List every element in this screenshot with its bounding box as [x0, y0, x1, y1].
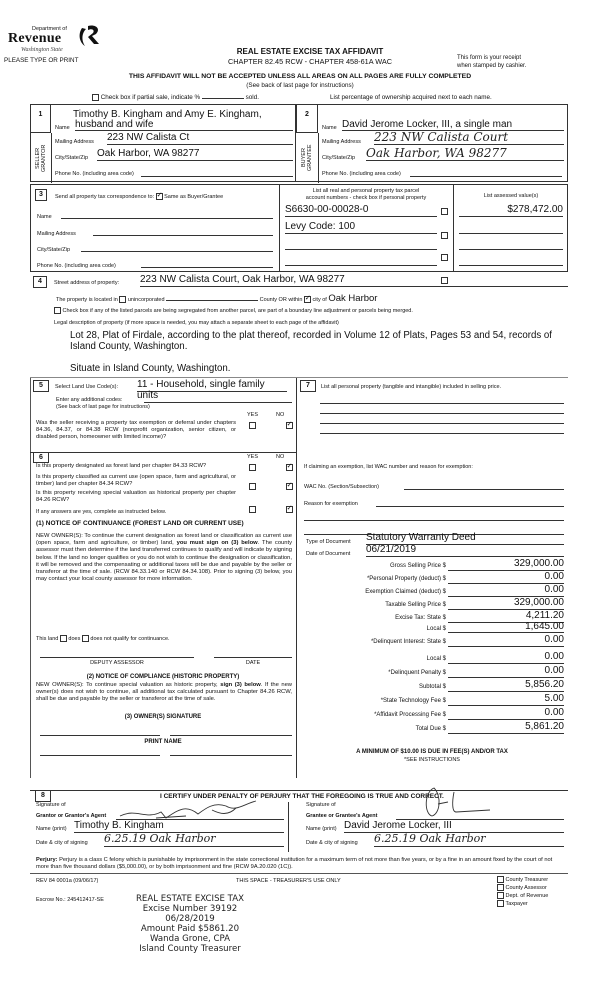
grantor-date-city-field[interactable]: 6.25.19 Oak Harbor: [104, 832, 284, 847]
instructions-note: (See back of last page for instructions): [246, 82, 354, 89]
section-number: 5: [33, 380, 49, 392]
copy-checkbox[interactable]: [497, 900, 504, 907]
personal-property-checkbox[interactable]: [441, 254, 448, 261]
name-label: Name: [37, 214, 52, 220]
notice2-text-b: . If the new owner(s) does not wish to continue, all additional tax calculated pursuant to Chapter 84.26 RCW, shall be due and payable by the seller or transferor at the time of sale.: [36, 682, 292, 703]
city-label: City/State/Zip: [37, 247, 71, 253]
seller-city-field[interactable]: Oak Harbor, WA 98277: [97, 148, 293, 161]
assessor-date-line[interactable]: [214, 652, 292, 658]
total-label: Local $: [426, 626, 446, 632]
print-name-line-1[interactable]: [40, 752, 160, 756]
partial-sale-label: Check box if partial sale, indicate %: [100, 94, 201, 102]
exemption-no-checkbox[interactable]: [286, 422, 293, 429]
assessed-value-field[interactable]: [459, 254, 563, 266]
grantor-signature-label: Signature of: [36, 802, 66, 808]
total-due-value[interactable]: 5,861.20: [448, 721, 564, 734]
same-as-buyer-label: Same as Buyer/Grantee: [164, 193, 224, 200]
owner-signature-line-1[interactable]: [40, 732, 160, 736]
additional-codes-note: (See back of last page for instructions): [56, 404, 150, 410]
exemption-yes-checkbox[interactable]: [249, 422, 256, 429]
total-value[interactable]: 4,211.20: [448, 610, 564, 623]
total-label: Total Due $: [415, 726, 446, 732]
question-yes-checkbox[interactable]: [249, 464, 256, 471]
notice1-text-a: NEW OWNER(S): To continue the current designation as forest land or classification as current use (open space, farm and agriculture, or timber) land,: [36, 533, 292, 547]
section-2-buyer: [296, 104, 568, 182]
grantor-name-label: Name (print): [36, 826, 67, 832]
grantor-agent-label: Grantor or Grantor's Agent: [36, 813, 107, 819]
legal-line-1: Lot 28, Plat of Firdale, according to the plat thereof, recorded in Volume 12 of Plats, Pages 53 and 54, records of: [70, 330, 552, 341]
personal-property-line-2[interactable]: [320, 404, 564, 414]
form-title: REAL ESTATE EXCISE TAX AFFIDAVIT: [236, 47, 384, 56]
grantee-date-label: Date & city of signing: [306, 840, 358, 846]
grantee-agent-label: Grantee or Grantee's Agent: [306, 813, 378, 819]
total-label: Taxable Selling Price $: [385, 602, 446, 608]
yes-header: YES: [247, 454, 259, 460]
section-7-sale-details: [296, 380, 568, 778]
unincorporated-label: unincorporated: [127, 297, 165, 303]
treasurer-use-label: THIS SPACE - TREASURER'S USE ONLY: [236, 878, 341, 884]
section-number: 3: [35, 189, 47, 201]
question-no-checkbox[interactable]: [286, 483, 293, 490]
date-label: DATE: [245, 660, 261, 666]
personal-property-checkbox[interactable]: [441, 232, 448, 239]
notice1-bold: you must sign on (3) below: [176, 540, 258, 547]
logo-revenue-text: Revenue: [8, 31, 62, 46]
reason-field-2[interactable]: [304, 511, 564, 521]
buyer-name-field[interactable]: David Jerome Locker, III, a single man: [342, 119, 564, 131]
section-3-tax-correspondence: [30, 184, 568, 272]
form-subtitle: CHAPTER 82.45 RCW - CHAPTER 458-61A WAC: [228, 57, 392, 66]
total-value[interactable]: 0.00: [448, 571, 564, 584]
phone-label: Phone No. (including area code): [322, 171, 401, 177]
personal-property-label: List all personal property (tangible and intangible) included in selling price.: [321, 384, 502, 390]
perjury-label: Perjury:: [36, 857, 58, 863]
total-value[interactable]: 5.00: [448, 693, 564, 706]
does-not-qualify-checkbox[interactable]: [82, 635, 89, 642]
copy-checkbox[interactable]: [497, 884, 504, 891]
segregated-checkbox[interactable]: [54, 307, 61, 314]
notice-of-continuance-title: (1) NOTICE OF CONTINUANCE (FOREST LAND OR CURRENT USE): [36, 520, 244, 527]
copy-distribution-list: [497, 876, 548, 908]
perjury-notice: [36, 857, 566, 871]
total-label: *Delinquent Penalty $: [388, 670, 446, 676]
property-street-field[interactable]: 223 NW Calista Court, Oak Harbor, WA 98277: [140, 274, 568, 287]
total-value[interactable]: 0.00: [448, 634, 564, 647]
segregated-label: Check box if any of the listed parcels are being segregated from another parcel, are part of a boundary line adjustment or parcels being merged.: [62, 307, 413, 314]
notice2-text-a: NEW OWNER(S): To continue special valuation as historic property,: [36, 682, 221, 688]
yes-header: YES: [247, 412, 259, 418]
section-number: 4: [33, 276, 47, 288]
form-number: REV 84 0001a (09/06/17): [36, 878, 99, 884]
please-type-text: PLEASE TYPE OR PRINT: [4, 57, 79, 64]
copy-item: [497, 900, 548, 908]
legal-line-3: Situate in Island County, Washington.: [70, 363, 231, 374]
does-qualify-checkbox[interactable]: [60, 635, 67, 642]
total-label: *Affidavit Processing Fee $: [374, 712, 446, 718]
copy-label: County Treasurer: [505, 877, 549, 883]
buyer-city-field[interactable]: Oak Harbor, WA 98277: [366, 146, 564, 161]
grantor-date-label: Date & city of signing: [36, 840, 88, 846]
escrow-label: Escrow No.:: [36, 897, 66, 903]
same-as-buyer-checkbox[interactable]: [156, 193, 163, 200]
legal-description-label: Legal description of property (if more space is needed, you may attach a separate sheet to each page of the affidavit): [54, 320, 339, 326]
city-label: City/State/Zip: [55, 155, 89, 161]
personal-property-line-4[interactable]: [320, 424, 564, 434]
name-label: Name: [55, 125, 70, 131]
sold-label: sold.: [245, 94, 259, 102]
partial-sale-percent-field[interactable]: [202, 98, 244, 99]
buyer-phone-field[interactable]: [410, 167, 562, 177]
continuance-row: [36, 635, 170, 642]
section-6-designations: [30, 452, 296, 778]
document-date-field[interactable]: 06/21/2019: [366, 544, 564, 557]
document-date-label: Date of Document: [306, 551, 351, 557]
this-land-label: This land: [36, 635, 59, 642]
parcel-header-line1: List all real and personal property tax parcel: [312, 188, 420, 194]
notice-of-compliance-text: [36, 682, 292, 704]
total-value[interactable]: 0.00: [448, 584, 564, 597]
copy-item: [497, 892, 548, 900]
personal-property-line-1[interactable]: [320, 394, 564, 404]
seller-grantor-label: SELLER GRANTOR: [35, 144, 47, 172]
if-yes-note: If any answers are yes, complete as instructed below.: [36, 509, 167, 515]
parcel-account-field[interactable]: S6630-00-00028-0: [285, 204, 437, 217]
print-name-label: PRINT NAME: [144, 739, 182, 745]
city-label: City/State/Zip: [322, 155, 356, 161]
assessed-value-field[interactable]: [459, 221, 563, 234]
total-label: *Delinquent Interest: State $: [370, 639, 446, 645]
total-value[interactable]: 5,856.20: [448, 679, 564, 692]
no-header: NO: [276, 412, 285, 418]
grantee-name-label: Name (print): [306, 826, 337, 832]
partial-sale-row: [92, 94, 259, 101]
copy-checkbox[interactable]: [497, 892, 504, 899]
total-value[interactable]: 1,645.00: [448, 621, 564, 633]
stamp-treasurer-title: Island County Treasurer: [139, 944, 241, 954]
send-correspondence-label: Send all property tax correspondence to:: [55, 193, 155, 200]
exemption-claim-label: If claiming an exemption, list WAC number and reason for exemption:: [304, 464, 473, 470]
send-correspondence-row: [55, 193, 223, 200]
total-label: Excise Tax: State $: [395, 615, 446, 621]
certify-statement: I CERTIFY UNDER PENALTY OF PERJURY THAT THE FOREGOING IS TRUE AND CORRECT.: [160, 793, 444, 800]
buyer-grantee-label: BUYER GRANTEE: [301, 144, 313, 172]
section-8-certification: [30, 790, 568, 854]
total-label: Local $: [426, 656, 446, 662]
total-value[interactable]: 329,000.00: [448, 558, 564, 571]
grantor-signature-line[interactable]: [116, 810, 284, 820]
notice-of-continuance-text: [36, 533, 292, 583]
seller-phone-field[interactable]: [141, 167, 293, 177]
correspondence-mailing-field[interactable]: [93, 226, 273, 236]
total-value[interactable]: 0.00: [448, 651, 564, 664]
stamp-amount-paid: Amount Paid $5861.20: [140, 924, 240, 934]
exemption-question: Was the seller receiving a property tax exemption or deferral under chapters 84.36, 84.37, or 84.38 RCW (nonprofit organization, senior citizen, or disabled person, homeowner with limited income)?: [36, 420, 236, 441]
partial-sale-checkbox[interactable]: [92, 94, 99, 101]
reason-label: Reason for exemption: [304, 501, 358, 507]
total-label: *Personal Property (deduct) $: [366, 576, 446, 582]
parcel-account-field[interactable]: [285, 254, 437, 266]
correspondence-phone-field[interactable]: [141, 258, 273, 268]
print-name-line-2[interactable]: [170, 752, 292, 756]
copy-item: [497, 884, 548, 892]
total-label: Gross Selling Price $: [389, 563, 446, 569]
additional-codes-label: Enter any additional codes:: [56, 397, 123, 403]
seller-mailing-field[interactable]: 223 NW Calista Ct: [107, 132, 293, 145]
treasurer-stamp: [120, 894, 260, 954]
land-use-label: Select Land Use Code(s):: [55, 384, 118, 390]
buyer-mailing-field[interactable]: 223 NW Calista Court: [374, 130, 564, 145]
deputy-assessor-signature-line[interactable]: [40, 652, 194, 658]
copy-label: County Assessor: [505, 885, 547, 891]
section-number: 2: [296, 105, 318, 133]
correspondence-city-field[interactable]: [81, 242, 273, 252]
notice-of-compliance-title: (2) NOTICE OF COMPLIANCE (HISTORIC PROPERTY): [86, 674, 240, 680]
grantee-signature-line[interactable]: [396, 810, 564, 820]
personal-property-line-3[interactable]: [320, 414, 564, 424]
additional-codes-field[interactable]: [144, 394, 292, 403]
assessed-value-field[interactable]: [459, 238, 563, 250]
total-value[interactable]: 0.00: [448, 707, 564, 720]
legal-line-2: Island County, Washington.: [70, 341, 188, 352]
question-no-checkbox[interactable]: [286, 464, 293, 471]
dor-logo: [8, 22, 108, 54]
logo-dept-text: Department of: [32, 26, 67, 32]
section-5-land-use: [30, 380, 296, 452]
personal-property-checkbox[interactable]: [441, 208, 448, 215]
land-use-code-field[interactable]: 11 - Household, single family units: [137, 379, 287, 392]
unincorporated-checkbox[interactable]: [119, 296, 126, 303]
perjury-text: Perjury is a class C felony which is punishable by imprisonment in the state correctional institution for a maximum term of not more than five years, or by a fine in an amount fixed by the court of not more than five thousand dollars ($5,000.00), or by both imprisonment and fine (RCW 9A.20.020 (1C)).: [36, 857, 553, 870]
question-no-checkbox[interactable]: [286, 506, 293, 513]
document-type-label: Type of Document: [306, 539, 351, 545]
assessed-value-field[interactable]: $278,472.00: [459, 204, 563, 217]
correspondence-name-field[interactable]: [61, 209, 273, 219]
copy-checkbox[interactable]: [497, 876, 504, 883]
mailing-label: Mailing Address: [322, 139, 361, 145]
location-row: [56, 293, 377, 304]
county-label: County OR within: [259, 297, 303, 303]
name-label: Name: [322, 125, 337, 131]
located-label: The property is located in: [56, 297, 118, 303]
escrow-row: [36, 897, 104, 903]
does-not-label: does not qualify for continuance.: [90, 635, 170, 642]
logo-state-text: Washington State: [21, 47, 63, 53]
segregated-row: [54, 307, 413, 314]
city-of-checkbox[interactable]: [304, 296, 311, 303]
deputy-assessor-label: DEPUTY ASSESSOR: [90, 660, 144, 666]
county-field[interactable]: [166, 300, 258, 301]
stamp-excise-number: Excise Number 39192: [142, 904, 238, 914]
owner-signature-line-2[interactable]: [170, 732, 292, 736]
section-number: 6: [33, 452, 49, 463]
reason-field-1[interactable]: [376, 497, 564, 507]
escrow-number: 245412417-SE: [67, 897, 104, 903]
no-header: NO: [276, 454, 285, 460]
ownership-note: List percentage of ownership acquired next to each name.: [330, 94, 492, 101]
question-yes-checkbox[interactable]: [249, 506, 256, 513]
street-address-label: Street address of property:: [54, 280, 120, 286]
wac-number-field[interactable]: [404, 480, 564, 490]
phone-label: Phone No. (including area code): [55, 171, 134, 177]
section-1-seller: [30, 104, 296, 182]
wac-label: WAC No. (Section/Subsection): [304, 484, 379, 490]
phone-label: Phone No. (including area code): [37, 263, 116, 269]
seller-name-field[interactable]: husband and wife: [75, 119, 293, 131]
total-label: Exemption Claimed (deduct) $: [365, 589, 446, 595]
stamp-treasurer-name: Wanda Grone, CPA: [149, 934, 231, 944]
grantee-signature-label: Signature of: [306, 802, 336, 808]
completion-warning: THIS AFFIDAVIT WILL NOT BE ACCEPTED UNLESS ALL AREAS ON ALL PAGES ARE FULLY COMPLETED: [128, 73, 472, 80]
question-text: Is this property receiving special valuation as historical property per chapter 84.26 RCW?: [36, 490, 236, 504]
mailing-label: Mailing Address: [37, 231, 76, 237]
copy-item: [497, 876, 548, 884]
owner-signature-label: (3) OWNER(S) SIGNATURE: [124, 714, 202, 720]
total-value[interactable]: 0.00: [448, 665, 564, 678]
notice1-text-b: . The county assessor must then determine if the land transferred continues to qualify and will indicate by signing below. If the land no longer qualifies or you do not wish to continue the designation or classification, it will be removed and the compensating or additional taxes will be due and payable by the seller or transferor at the time of sale. (RCW 84.33.140 or RCW 84.34.108). Prior to signing (3) below, you may contact your local county assessor for more information.: [36, 540, 292, 583]
question-yes-checkbox[interactable]: [249, 483, 256, 490]
question-text: Is this property classified as current use (open space, farm and agricultural, or timber) land per chapter 84.34 RCW?: [36, 474, 236, 488]
parcel-account-field[interactable]: Levy Code: 100: [285, 221, 437, 234]
does-label: does: [68, 635, 81, 642]
total-value[interactable]: 329,000.00: [448, 597, 564, 610]
copy-label: Dept. of Revenue: [505, 893, 549, 899]
city-of-label: city of: [312, 297, 327, 303]
parcel-header-line2: account numbers - check box if personal property: [305, 195, 427, 201]
stamp-line-1: REAL ESTATE EXCISE TAX: [135, 894, 245, 904]
city-of-value[interactable]: Oak Harbor: [328, 293, 378, 304]
minimum-due-note: A MINIMUM OF $10.00 IS DUE IN FEE(S) AND/OR TAX: [356, 749, 508, 755]
section-number: 8: [35, 790, 51, 802]
stamp-date: 06/28/2019: [165, 914, 215, 924]
grantee-name-field[interactable]: David Jerome Locker, III: [344, 820, 564, 833]
see-instructions-note: *SEE INSTRUCTIONS: [404, 757, 460, 763]
grantee-date-city-field[interactable]: 6.25.19 Oak Harbor: [374, 832, 564, 847]
mailing-label: Mailing Address: [55, 139, 94, 145]
total-label: Subtotal $: [418, 684, 446, 690]
grantor-name-field[interactable]: Timothy B. Kingham: [74, 820, 284, 833]
revenue-swoosh-logo-icon: [76, 24, 102, 48]
assessed-header: List assessed value(s): [483, 193, 539, 199]
receipt-note-2: when stamped by cashier.: [457, 63, 527, 69]
seller-name-line1: Timothy B. Kingham and Amy E. Kingham,: [73, 109, 262, 120]
receipt-note: This form is your receipt: [457, 55, 522, 61]
document-type-field[interactable]: Statutory Warranty Deed: [366, 532, 564, 545]
parcel-account-field[interactable]: [285, 238, 437, 250]
parcel-header: [281, 188, 451, 202]
question-text: Is this property designated as forest land per chapter 84.33 RCW?: [36, 463, 207, 469]
section-number: 7: [300, 380, 316, 392]
legal-description-field[interactable]: [70, 330, 568, 374]
total-label: *State Technology Fee $: [380, 698, 446, 704]
copy-label: Taxpayer: [505, 901, 528, 907]
notice2-bold: sign (3) below: [220, 682, 261, 688]
section-number: 1: [31, 105, 51, 133]
